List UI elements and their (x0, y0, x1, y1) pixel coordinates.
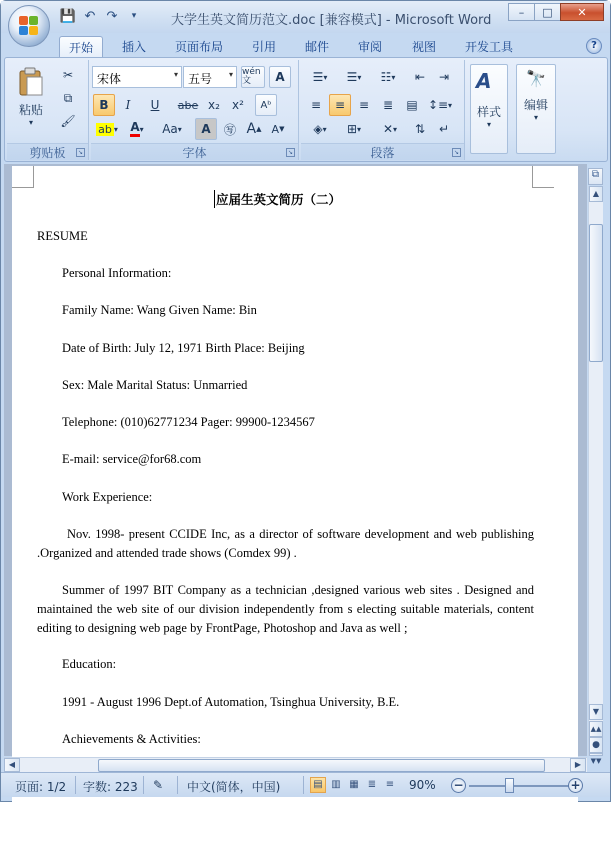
paint-bucket-icon: ◈ (313, 122, 323, 136)
web-layout-icon[interactable]: ▦ (349, 779, 359, 790)
clipboard-group-label: 剪贴板 (7, 143, 88, 160)
status-bar (1, 772, 610, 797)
document-area[interactable] (4, 164, 587, 756)
full-screen-reading-icon[interactable]: ▥ (331, 779, 341, 790)
tab-view[interactable]: 视图 (411, 40, 436, 54)
tab-insert[interactable]: 插入 (121, 40, 146, 54)
chevron-down-icon: ▾ (173, 70, 178, 79)
zoom-slider-thumb[interactable] (505, 778, 514, 793)
close-button[interactable]: ✕ (560, 3, 604, 21)
copy-icon[interactable]: ⧉ (63, 90, 73, 105)
help-icon[interactable]: ? (586, 38, 602, 54)
enclosed-character-icon[interactable]: ㊢ (223, 122, 236, 137)
status-divider (75, 776, 76, 794)
show-marks-icon[interactable]: ↵ (438, 122, 450, 136)
bullets-icon: ☰ (312, 70, 324, 84)
font-group (91, 60, 299, 160)
horizontal-scrollbar[interactable] (4, 757, 587, 772)
font-color-button[interactable]: A ▾ (123, 118, 151, 140)
window-title: 大学生英文简历范文.doc [兼容模式] - Microsoft Word (171, 13, 492, 28)
distributed-icon[interactable]: ▤ (406, 98, 418, 112)
doc-line: Education: (62, 657, 117, 671)
scroll-right-icon[interactable]: ▶ (570, 758, 586, 772)
ribbon-tabs (1, 33, 610, 57)
tab-home[interactable]: 开始 (59, 36, 103, 57)
font-group-label: 字体 (91, 143, 298, 160)
save-icon[interactable]: 💾 (59, 8, 77, 24)
doc-line: Family Name: Wang Given Name: Bin (62, 303, 257, 317)
proofing-icon[interactable]: ✎ (153, 778, 164, 792)
scroll-down-icon[interactable]: ▼ (589, 704, 603, 720)
align-center-icon[interactable]: ≡ (329, 94, 351, 116)
doc-line: RESUME (37, 229, 88, 243)
status-divider (143, 776, 144, 794)
tab-developer[interactable]: 开发工具 (464, 40, 513, 54)
tab-references[interactable]: 引用 (251, 40, 276, 54)
next-page-icon[interactable]: ▼▼ (589, 753, 603, 756)
doc-line: Personal Information: (62, 266, 172, 280)
doc-line: Work Experience: (62, 490, 153, 504)
title-bar (1, 1, 610, 33)
italic-button[interactable]: I (125, 98, 131, 112)
draft-view-icon[interactable]: ≡ (385, 779, 395, 790)
chevron-down-icon: ▾ (228, 70, 233, 79)
phonetic-guide-button[interactable]: wén 文 (241, 66, 265, 88)
maximize-button[interactable]: □ (534, 3, 561, 21)
redo-icon[interactable]: ↷ (106, 8, 118, 24)
ruler-toggle-icon[interactable]: ⧉ (588, 168, 603, 185)
quick-access-toolbar (59, 7, 143, 25)
select-browse-object-icon[interactable]: ● (589, 737, 603, 753)
character-shading-button[interactable]: A (195, 118, 217, 140)
shading-button[interactable]: ◈ ▾ (313, 122, 327, 136)
font-size-combo[interactable] (183, 66, 237, 88)
numbering-icon: ☰ (346, 70, 358, 84)
align-left-icon[interactable]: ≡ (310, 98, 322, 112)
font-name-combo[interactable] (92, 66, 182, 88)
page-corner-mark (12, 166, 34, 188)
tab-review[interactable]: 审阅 (357, 40, 382, 54)
strikethrough-button[interactable]: abe (177, 98, 199, 112)
font-name-value: 宋体 (97, 72, 122, 86)
customize-qat-icon[interactable]: ▾ (131, 11, 137, 21)
zoom-in-icon[interactable]: + (568, 778, 583, 793)
doc-line: Achievements & Activities: (62, 732, 201, 746)
align-right-icon[interactable]: ≡ (358, 98, 370, 112)
bold-button[interactable]: B (93, 94, 115, 116)
print-layout-view-icon[interactable]: ▤ (310, 777, 326, 793)
zoom-out-icon[interactable]: − (451, 778, 466, 793)
status-divider (303, 776, 304, 794)
highlight-button[interactable]: ab ▾ (98, 122, 118, 136)
change-case-button[interactable]: Aa ▾ (162, 122, 182, 136)
underline-button[interactable]: U (150, 98, 160, 112)
bullets-button[interactable]: ☰ ▾ (312, 70, 328, 84)
font-size-value: 五号 (188, 72, 213, 86)
line-spacing-icon: ↕≡ (427, 98, 449, 112)
tab-mailings[interactable]: 邮件 (304, 40, 329, 54)
office-logo-icon (19, 16, 39, 36)
office-button[interactable] (8, 5, 50, 47)
paste-icon (17, 67, 45, 97)
styles-button[interactable]: A 样式 ▾ (470, 64, 508, 154)
find-binoculars-icon: 🔭 (526, 69, 546, 88)
paragraph-group (301, 60, 465, 160)
sort-icon[interactable]: ⇅ (414, 122, 426, 136)
doc-line: Date of Birth: July 12, 1971 Birth Place: Beijing (62, 341, 305, 355)
scroll-up-icon[interactable]: ▲ (589, 186, 603, 202)
borders-button[interactable]: ⊞ ▾ (346, 122, 362, 136)
doc-line: 1991 - August 1996 Dept.of Automation, Tsinghua University, B.E. (62, 695, 400, 709)
tab-page-layout[interactable]: 页面布局 (174, 40, 223, 54)
paragraph-launcher-icon[interactable]: ↘ (453, 149, 460, 156)
font-color-icon: A (130, 121, 139, 137)
styles-group (467, 60, 511, 160)
clipboard-group (7, 60, 89, 160)
horizontal-scroll-thumb[interactable] (98, 759, 545, 772)
styles-label: 样式 (476, 105, 501, 119)
vertical-scrollbar[interactable] (588, 186, 603, 765)
doc-paragraph: Summer of 1997 BIT Company as a technician ,designed various web sites . Designed and maintained the web site of our division independently from s electing suitable materials, content editing to designing web page by FrontPage, Photoshop and Java as well ; (37, 583, 534, 635)
highlight-icon: ab (98, 122, 112, 136)
paste-button[interactable]: 粘贴 ▾ (13, 64, 49, 130)
styles-icon: A (476, 69, 492, 93)
editing-label: 编辑 (523, 98, 548, 112)
shrink-font-button[interactable]: A ▼ (271, 122, 285, 136)
chinese-layout-button[interactable]: ✕ ▾ (382, 122, 398, 136)
subscript-button[interactable]: x₂ (208, 98, 220, 112)
line-spacing-button[interactable]: ↕≡ ▾ (427, 98, 453, 112)
status-divider (177, 776, 178, 794)
paragraph-group-label: 段落 (301, 143, 464, 160)
clipboard-launcher-icon[interactable]: ↘ (77, 149, 84, 156)
editing-button[interactable]: 🔭 编辑 ▾ (516, 64, 556, 154)
paste-label: 粘贴 (18, 103, 43, 117)
undo-icon[interactable]: ↶ (84, 8, 96, 24)
doc-line: Telephone: (010)62771234 Pager: 99900-1234567 (62, 415, 315, 429)
word-count[interactable]: 字数: 223 (83, 780, 138, 794)
numbering-button[interactable]: ☰ ▾ (346, 70, 362, 84)
editing-group (513, 60, 559, 160)
scroll-left-icon[interactable]: ◀ (4, 758, 20, 772)
doc-line: E-mail: service@for68.com (62, 452, 202, 466)
page-corner-mark (532, 166, 554, 188)
format-painter-icon[interactable]: 🖌 (60, 114, 76, 128)
zoom-level[interactable]: 90% (409, 778, 436, 792)
multilevel-list-icon: ☷ (380, 70, 392, 84)
character-border-button[interactable]: A (269, 66, 291, 88)
page-count[interactable]: 页面: 1/2 (15, 780, 67, 794)
language-indicator[interactable]: 中文(简体，中国) (187, 780, 281, 794)
outline-view-icon[interactable]: ≣ (367, 779, 377, 790)
decrease-indent-icon[interactable]: ⇤ (414, 70, 426, 84)
font-launcher-icon[interactable]: ↘ (287, 149, 294, 156)
minimize-button[interactable]: – (508, 3, 535, 21)
window-controls (509, 3, 604, 21)
doc-paragraph: Nov. 1998- present CCIDE Inc, as a director of software development and web publishing .Organized and attended trade shows (Comdex 99) . (37, 527, 534, 560)
multilevel-list-button[interactable]: ☷ ▾ (380, 70, 396, 84)
cut-icon[interactable]: ✂ (62, 68, 74, 82)
zoom-slider[interactable] (469, 785, 571, 787)
document-title: 应届生英文简历（二） (216, 192, 342, 207)
previous-page-icon[interactable]: ▲▲ (589, 721, 603, 737)
borders-icon: ⊞ (346, 122, 358, 136)
justify-icon[interactable]: ≣ (382, 98, 394, 112)
clear-formatting-icon[interactable]: Aᵇ (255, 94, 277, 116)
superscript-button[interactable]: x² (232, 98, 244, 112)
ribbon (4, 57, 608, 162)
chinese-layout-icon: ✕ (382, 122, 394, 136)
vertical-scroll-thumb[interactable] (589, 224, 603, 362)
increase-indent-icon[interactable]: ⇥ (438, 70, 450, 84)
doc-line: Sex: Male Marital Status: Unmarried (62, 378, 248, 392)
grow-font-button[interactable]: A ▲ (246, 121, 262, 137)
